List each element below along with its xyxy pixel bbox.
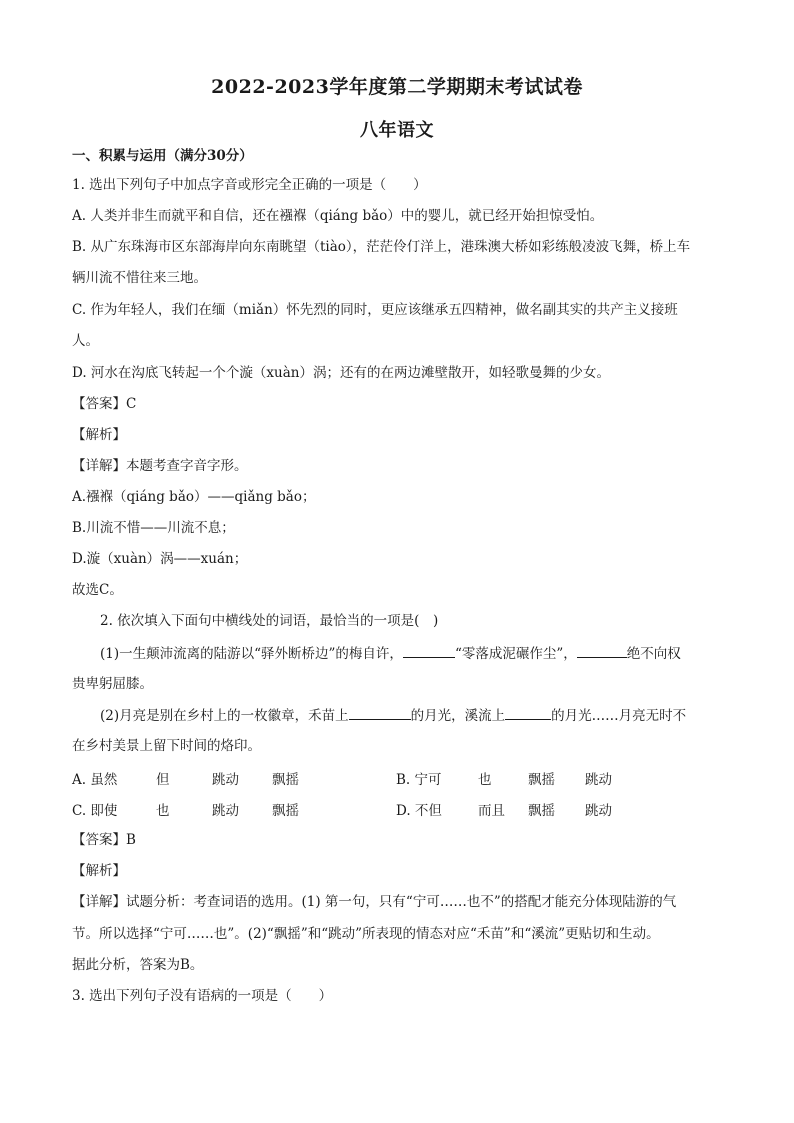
q2-s1-part2: “零落成泥碾作尘”，: [454, 646, 577, 662]
q2-answer: 【答案】B: [72, 832, 136, 848]
q2-option-a-word4: 飘摇: [272, 772, 299, 788]
fill-blank-1: [403, 643, 455, 658]
q2-options-row2: [0, 799, 794, 819]
exam-title: 2022-2023学年度第二学期期末考试试卷: [211, 76, 583, 98]
q2-detail-line1: 【详解】试题分析：考查词语的选用。(1) 第一句，只有“宁可……也不”的搭配才能充分体现陆游的气: [72, 894, 677, 910]
q2-option-d-word3: 飘摇: [528, 803, 555, 819]
fill-blank-2: [577, 643, 627, 658]
q2-option-c: C. 即使: [72, 803, 118, 819]
q2-option-b-word3: 飘摇: [528, 772, 555, 788]
q1-option-c-line1: C. 作为年轻人，我们在缅（miǎn）怀先烈的同时，更应该继承五四精神，做名副其实的共产主义接班: [72, 302, 678, 318]
q2-option-a-word2: 但: [156, 772, 170, 788]
q2-analysis-label: 【解析】: [72, 863, 126, 879]
q1-stem: 1. 选出下列句子中加点字音或形完全正确的一项是（ ）: [72, 177, 427, 193]
q2-option-b: B. 宁可: [396, 772, 442, 788]
q1-answer: 【答案】C: [72, 396, 137, 412]
q2-option-b-word2: 也: [478, 772, 492, 788]
q2-option-b-word4: 跳动: [585, 772, 612, 788]
q2-option-d-word4: 跳动: [585, 803, 612, 819]
q1-analysis-label: 【解析】: [72, 427, 126, 443]
q2-sentence2-line1: [100, 705, 686, 726]
section-heading: 一、积累与运用（满分30分）: [72, 148, 253, 164]
q2-sentence2-line2: 在乡村美景上留下时间的烙印。: [72, 738, 261, 754]
q1-detail-b: B.川流不惜——川流不息；: [72, 520, 235, 536]
q2-option-c-word2: 也: [156, 803, 170, 819]
q1-option-b-line2: 辆川流不惜往来三地。: [72, 270, 207, 286]
q2-s2-part2: 的月光，溪流上: [410, 708, 506, 724]
q2-sentence1-line1: [100, 643, 681, 664]
q2-option-c-word3: 跳动: [212, 803, 239, 819]
q2-option-c-word4: 飘摇: [272, 803, 299, 819]
q1-detail-d: D.漩（xuàn）涡——xuán；: [72, 551, 248, 567]
q2-s2-part3: 的月光……月亮无时不: [551, 708, 687, 724]
q2-sentence1-line2: 贵卑躬屈膝。: [72, 676, 153, 692]
q2-s2-part1: (2)月亮是别在乡村上的一枚徽章，禾苗上: [100, 708, 349, 724]
exam-subtitle: 八年语文: [360, 120, 434, 141]
q1-option-c-line2: 人。: [72, 333, 99, 349]
q2-option-a: A. 虽然: [72, 772, 118, 788]
q2-detail-line3: 据此分析，答案为B。: [72, 957, 204, 973]
q2-s1-part1: (1)一生颠沛流离的陆游以“驿外断桥边”的梅自许，: [100, 646, 403, 662]
q2-options-row1: [0, 768, 794, 788]
q2-stem: 2. 依次填入下面句中横线处的词语，最恰当的一项是( ): [100, 613, 439, 629]
fill-blank-4: [505, 705, 551, 720]
q2-option-d: D. 不但: [396, 803, 442, 819]
q1-option-a: A. 人类并非生而就平和自信，还在襁褓（qiáng bǎo）中的婴儿，就已经开始担惊受怕。: [72, 208, 604, 224]
fill-blank-3: [349, 705, 411, 720]
q1-detail-a: A.襁褓（qiáng bǎo）——qiǎng bǎo；: [72, 489, 316, 505]
q1-detail: 【详解】本题考查字音字形。: [72, 458, 248, 474]
q2-option-a-word3: 跳动: [212, 772, 239, 788]
q2-option-d-word2: 而且: [478, 803, 505, 819]
q2-s1-part3: 绝不向权: [626, 646, 681, 662]
q1-option-d: D. 河水在沟底飞转起一个个漩（xuàn）涡；还有的在两边滩壁散开，如轻歌曼舞的少女。: [72, 365, 610, 381]
q1-option-b-line1: B. 从广东珠海市区东部海岸向东南眺望（tiào），茫茫伶仃洋上，港珠澳大桥如彩练般凌波飞舞，桥上车: [72, 239, 691, 255]
q3-stem: 3. 选出下列句子没有语病的一项是（ ）: [72, 988, 333, 1004]
q1-conclusion: 故选C。: [72, 582, 123, 598]
q2-detail-line2: 节。所以选择“宁可……也”。(2)“飘摇”和“跳动”所表现的情态对应“禾苗”和“溪流”更贴切和生动。: [72, 926, 660, 942]
